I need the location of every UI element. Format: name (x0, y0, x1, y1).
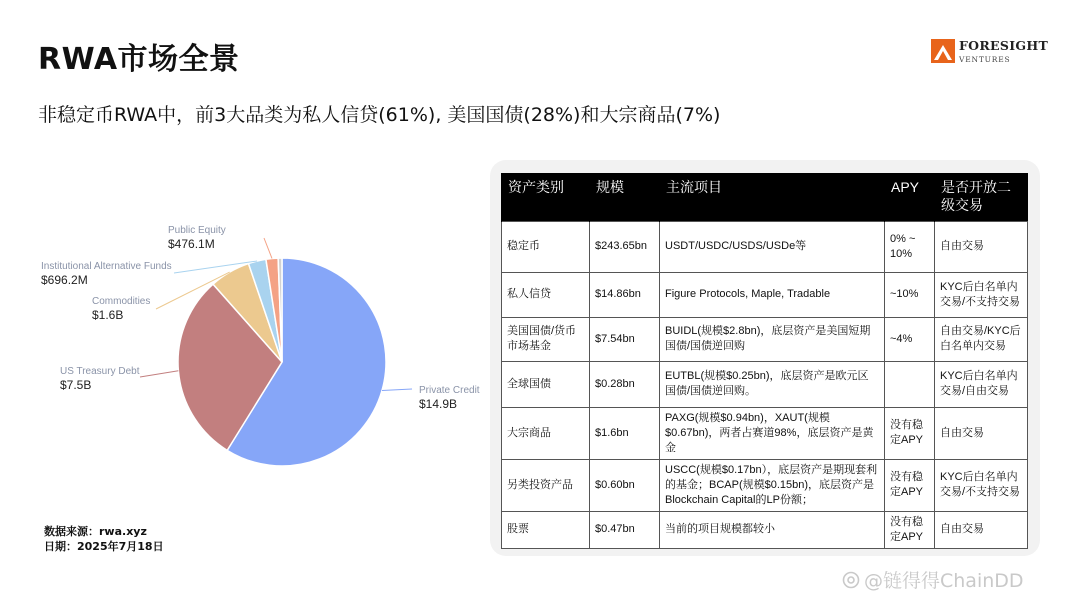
table-row (502, 407, 1028, 459)
slice-label-value: $696.2M (41, 273, 88, 287)
cell-category: 股票 (502, 511, 590, 548)
cell-category: 美国国债/货币市场基金 (502, 317, 590, 361)
cell-apy: ~10% (885, 272, 935, 317)
logo-sub: VENTURES (959, 55, 1011, 64)
watermark (842, 566, 1024, 593)
cell-trading: KYC后白名单内交易/不支持交易 (935, 459, 1028, 511)
logo-name: FORESIGHT (959, 38, 1049, 53)
cell-trading: 自由交易 (935, 511, 1028, 548)
foresight-logo (931, 38, 1051, 68)
header-projects: 主流项目 (660, 173, 885, 221)
slice-label-name: Public Equity (168, 225, 226, 236)
cell-projects: EUTBL(规模$0.25bn)，底层资产是欧元区国债/国债逆回购。 (660, 361, 885, 407)
source-line: 数据来源：rwa.xyz (44, 525, 147, 538)
slice-label-value: $7.5B (60, 378, 92, 392)
cell-size: $14.86bn (590, 272, 660, 317)
date-line: 日期：2025年7月18日 (44, 540, 164, 553)
cell-projects: Figure Protocols, Maple, Tradable (660, 272, 885, 317)
cell-apy: 0% ~ 10% (885, 221, 935, 272)
cell-apy (885, 361, 935, 407)
rwa-pie-chart (0, 200, 500, 500)
leader-line (382, 389, 412, 391)
slice-label-name: Institutional Alternative Funds (41, 261, 172, 272)
cell-apy: 没有稳定APY (885, 511, 935, 548)
page-title: RWA市场全景 (38, 42, 240, 77)
header-size: 规模 (590, 173, 660, 221)
slice-label-value: $476.1M (168, 237, 215, 251)
cell-size: $0.47bn (590, 511, 660, 548)
table-row (502, 272, 1028, 317)
cell-apy: 没有稳定APY (885, 407, 935, 459)
table-row (502, 317, 1028, 361)
table-row (502, 361, 1028, 407)
asset-table (501, 173, 1028, 549)
cell-apy: ~4% (885, 317, 935, 361)
header-apy: APY (885, 173, 935, 221)
cell-size: $0.28bn (590, 361, 660, 407)
slice-label-name: Private Credit (419, 385, 480, 396)
table-header-row (502, 173, 1028, 221)
cell-trading: 自由交易/KYC后白名单内交易 (935, 317, 1028, 361)
header-category: 资产类别 (502, 173, 590, 221)
slice-label-name: US Treasury Debt (60, 366, 140, 377)
cell-category: 全球国债 (502, 361, 590, 407)
slice-label-value: $1.6B (92, 308, 124, 322)
cell-projects: USCC(规模$0.17bn），底层资产是期现套利的基金；BCAP(规模$0.15bn)，底层资产是Blockchain Capital的LP份额； (660, 459, 885, 511)
cell-apy: 没有稳定APY (885, 459, 935, 511)
page-subtitle: 非稳定币RWA中，前3大品类为私人信贷(61%), 美国国债(28%)和大宗商品(7%) (38, 104, 721, 126)
cell-size: $1.6bn (590, 407, 660, 459)
cell-trading: 自由交易 (935, 407, 1028, 459)
cell-size: $243.65bn (590, 221, 660, 272)
cell-trading: KYC后白名单内交易/不支持交易 (935, 272, 1028, 317)
cell-trading: KYC后白名单内交易/自由交易 (935, 361, 1028, 407)
cell-size: $0.60bn (590, 459, 660, 511)
chaindd-logo-icon (842, 571, 860, 589)
cell-trading: 自由交易 (935, 221, 1028, 272)
slice-label-value: $14.9B (419, 397, 458, 411)
cell-projects: BUIDL(规模$2.8bn)，底层资产是美国短期国债/国债逆回购 (660, 317, 885, 361)
cell-projects: PAXG(规模$0.94bn)，XAUT(规模$0.67bn)，两者占赛道98%，底层资产是黄金 (660, 407, 885, 459)
leader-line (264, 238, 272, 259)
cell-size: $7.54bn (590, 317, 660, 361)
cell-projects: USDT/USDC/USDS/USDe等 (660, 221, 885, 272)
data-source (44, 524, 164, 554)
cell-category: 私人信贷 (502, 272, 590, 317)
cell-category: 另类投资产品 (502, 459, 590, 511)
header-secondary-trading: 是否开放二级交易 (935, 173, 1028, 221)
table-row (502, 459, 1028, 511)
foresight-logo-icon (931, 39, 955, 63)
cell-projects: 当前的项目规模都较小 (660, 511, 885, 548)
slice-label-name: Commodities (92, 296, 151, 307)
cell-category: 大宗商品 (502, 407, 590, 459)
cell-category: 稳定币 (502, 221, 590, 272)
table-row (502, 511, 1028, 548)
watermark-text: @链得得ChainDD (864, 570, 1024, 592)
leader-line (140, 371, 178, 377)
table-row (502, 221, 1028, 272)
